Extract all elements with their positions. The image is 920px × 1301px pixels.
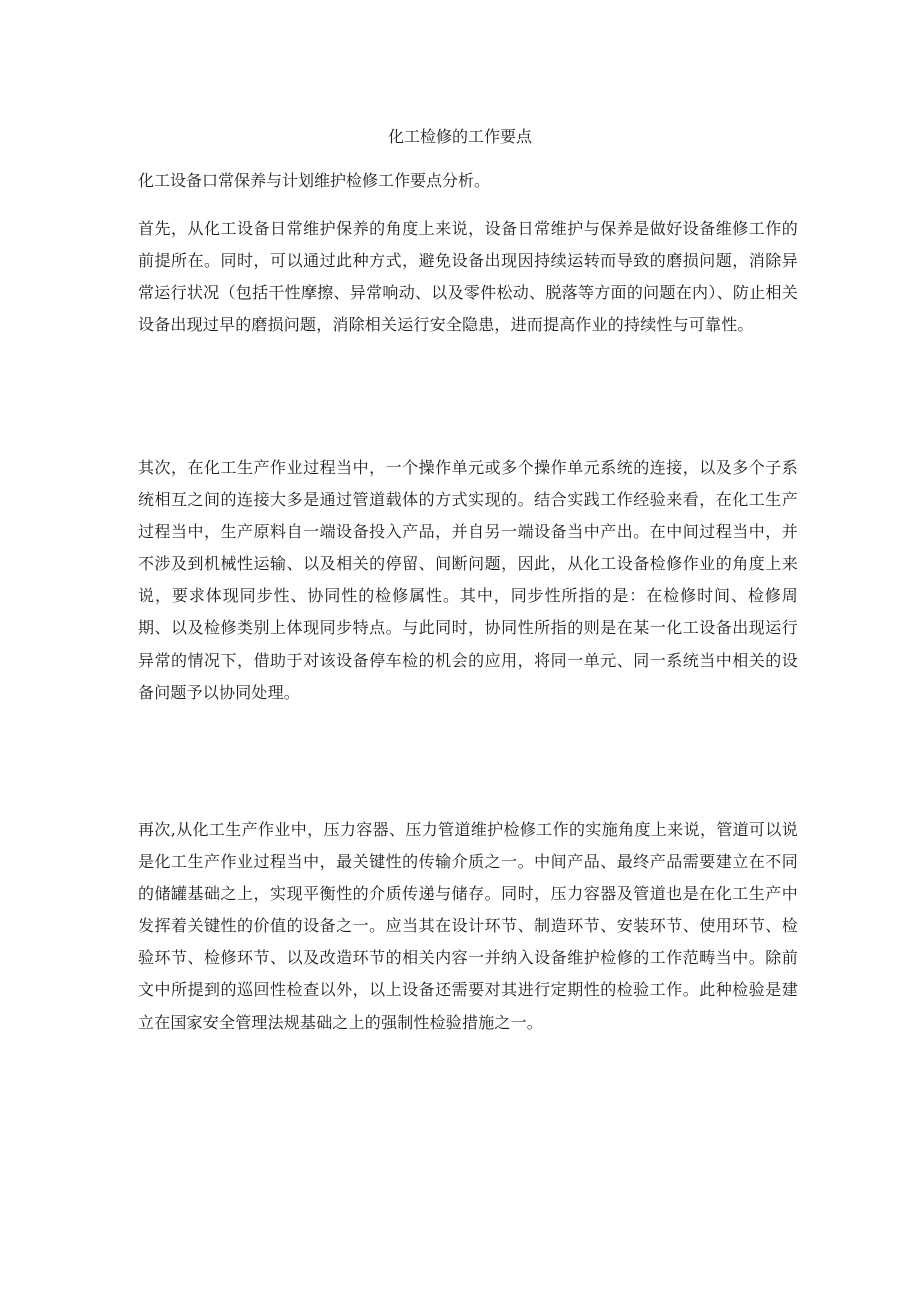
document-title: 化工检修的工作要点 bbox=[387, 127, 532, 146]
paragraph-third: 再次,从化工生产作业中，压力容器、压力管道维护检修工作的实施角度上来说，管道可以说是化工生产作业过程当中，最关键性的传输介质之一。中间产品、最终产品需要建立在不同的储罐基础之上，实现平衡性的介质传递与储存。同时，压力容器及管道也是在化工生产中发挥着关键性的价值的设备之一。应当其在设计环节、制造环节、安装环节、使用环节、检验环节、检修环节、以及改造环节的相关内容一并纳入设备维护检修的工作范畴当中。除前文中所提到的巡回性检查以外，以上设备还需要对其进行定期性的检验工作。此种检验是建立在国家安全管理法规基础之上的强制性检验措施之一。 bbox=[138, 820, 798, 1032]
paragraph-first: 首先，从化工设备日常维护保养的角度上来说，设备日常维护与保养是做好设备维修工作的前提所在。同时，可以通过此种方式，避免设备出现因持续运转而导致的磨损问题，消除异常运行状况（包括干性摩擦、异常响动、以及零件松动、脱落等方面的问题在内）、防止相关设备出现过早的磨损问题，消除相关运行安全隐患，进而提高作业的持续性与可靠性。 bbox=[138, 219, 798, 335]
paragraph-second: 其次，在化工生产作业过程当中，一个操作单元或多个操作单元系统的连接，以及多个子系统相互之间的连接大多是通过管道载体的方式实现的。结合实践工作经验来看，在化工生产过程当中，生产原料自一端设备投入产品，并自另一端设备当中产出。在中间过程当中，并不涉及到机械性运输、以及相关的停留、间断问题，因此，从化工设备检修作业的角度上来说，要求体现同步性、协同性的检修属性。其中，同步性所指的是：在检修时间、检修周期、以及检修类别上体现同步特点。与此同时，协同性所指的则是在某一化工设备出现运行异常的情况下，借助于对该设备停车检的机会的应用，将同一单元、同一系统当中相关的设备问题予以协同处理。 bbox=[138, 458, 798, 702]
document-subtitle: 化工设备口常保养与计划维护检修工作要点分析。 bbox=[138, 171, 491, 190]
